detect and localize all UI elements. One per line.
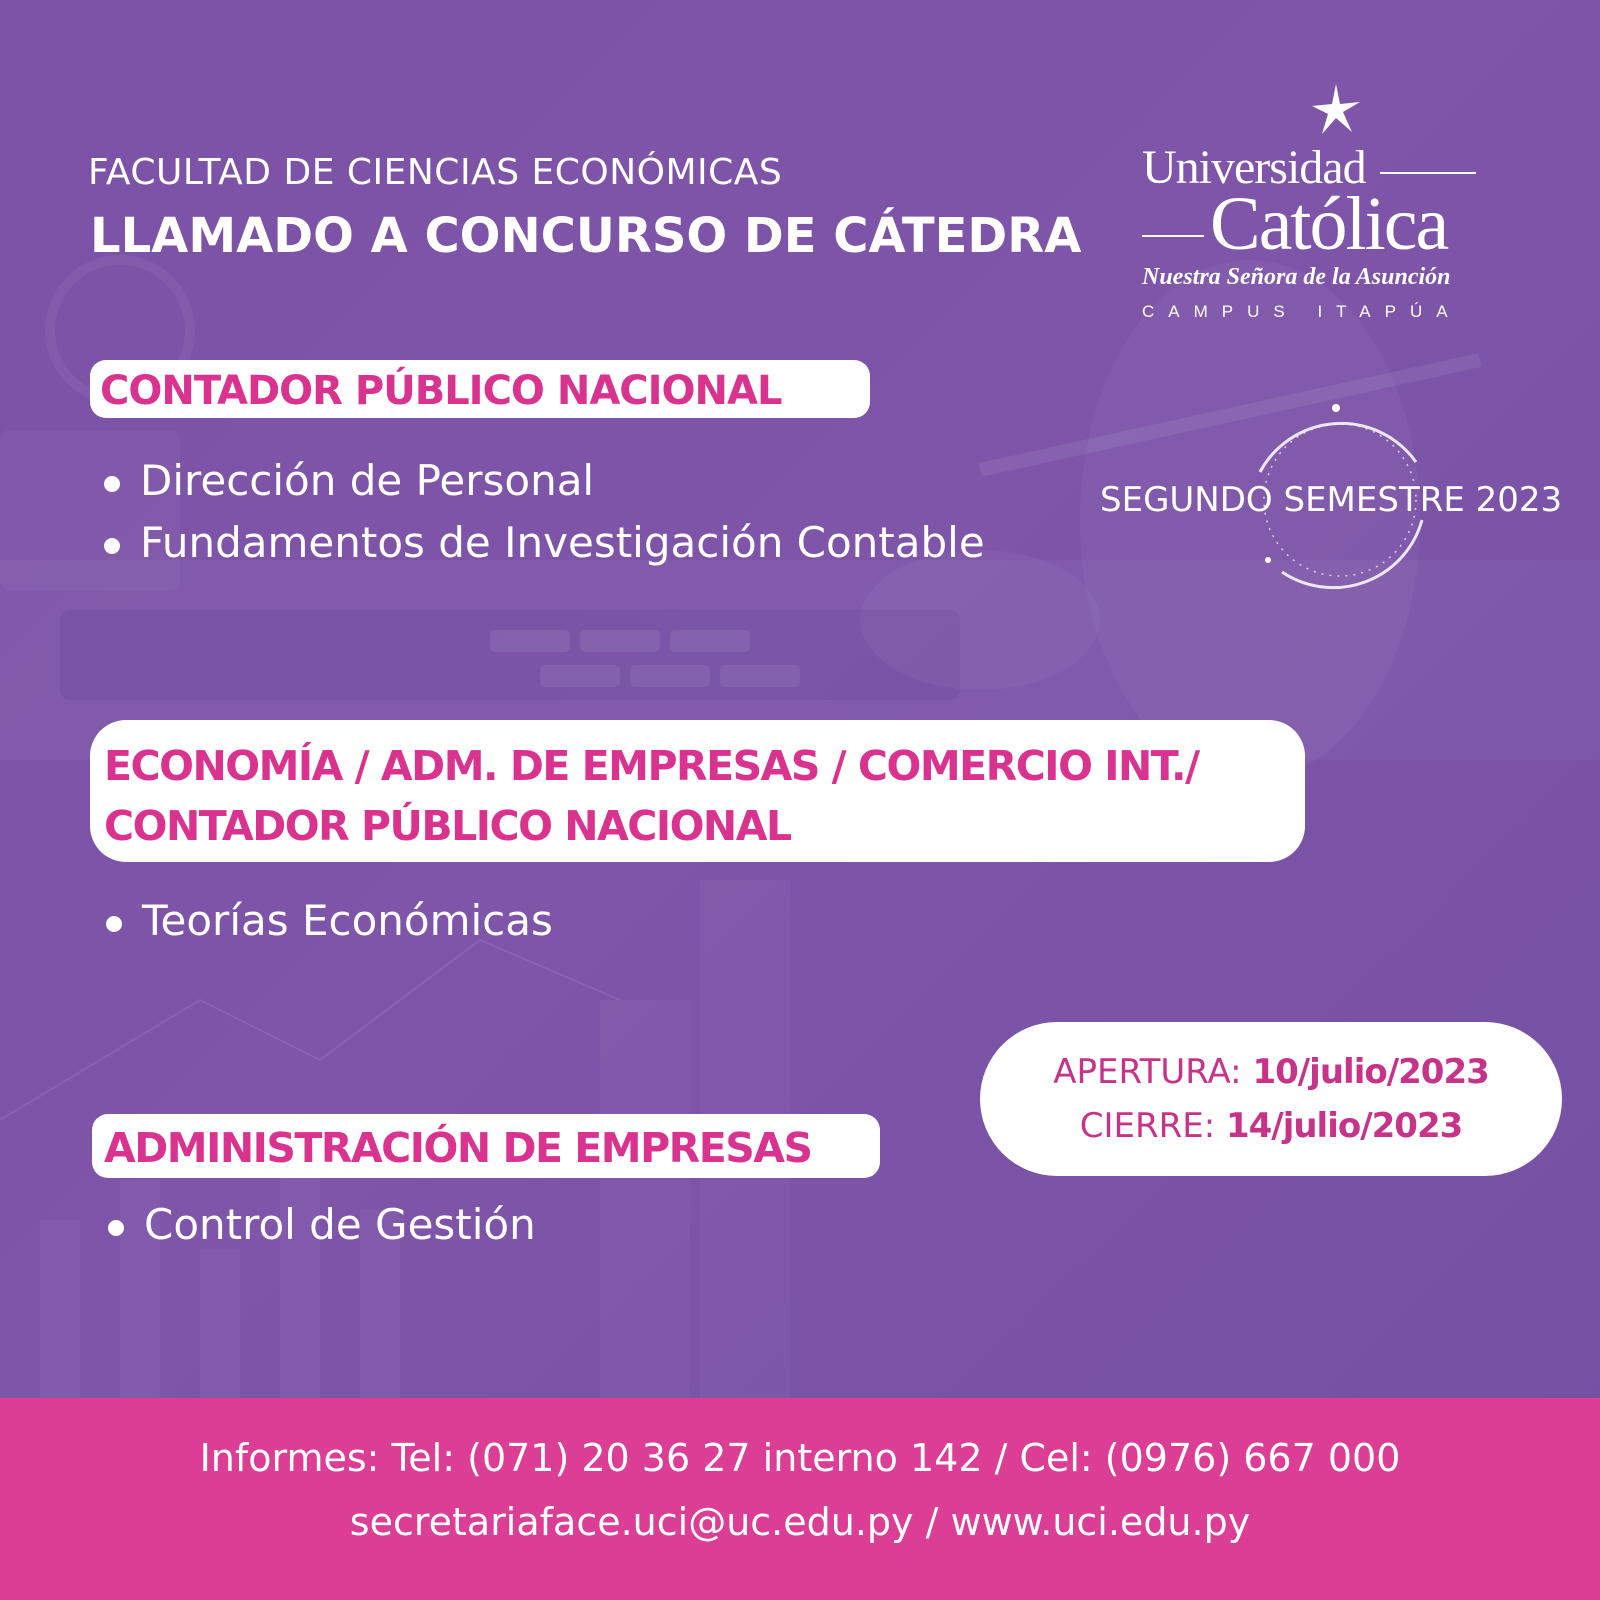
section-heading-contador	[90, 360, 870, 418]
list-item	[104, 516, 985, 578]
closing-value: 14/julio/2023	[1225, 1106, 1463, 1146]
logo-text-catolica: Católica	[1210, 182, 1448, 266]
semester-label: SEGUNDO SEMESTRE 2023	[1100, 480, 1563, 520]
section-heading-economia	[90, 720, 1305, 862]
list-item	[106, 894, 553, 948]
closing-date	[980, 1106, 1562, 1146]
course-list-economia	[106, 894, 553, 948]
closing-label: CIERRE:	[1079, 1106, 1216, 1146]
section-heading-text: ECONOMÍA / ADM. DE EMPRESAS / COMERCIO INT./	[104, 742, 1199, 790]
faculty-name: FACULTAD DE CIENCIAS ECONÓMICAS	[88, 152, 783, 193]
section-heading-text: CONTADOR PÚBLICO NACIONAL	[104, 802, 791, 850]
opening-value: 10/julio/2023	[1252, 1052, 1489, 1092]
bullet-icon	[106, 916, 122, 932]
list-item	[104, 454, 985, 516]
course-name: Dirección de Personal	[140, 456, 595, 505]
section-heading-text: ADMINISTRACIÓN DE EMPRESAS	[104, 1124, 812, 1172]
course-list-administracion	[108, 1198, 536, 1252]
bullet-icon	[104, 538, 120, 554]
logo-text-universidad: Universidad	[1142, 141, 1366, 194]
list-item	[108, 1198, 536, 1252]
university-logo	[1140, 82, 1510, 332]
section-heading-text: CONTADOR PÚBLICO NACIONAL	[100, 368, 782, 414]
section-heading-administracion	[92, 1114, 880, 1178]
contact-phones: Informes: Tel: (071) 20 36 27 interno 142 / Cel: (0976) 667 000	[199, 1436, 1401, 1480]
logo-text-subtitle: Nuestra Señora de la Asunción	[1142, 264, 1451, 290]
course-list-contador	[104, 454, 985, 578]
footer-contact	[0, 1398, 1600, 1600]
logo-text-campus: CAMPUS ITAPÚA	[1142, 302, 1462, 321]
page-title: LLAMADO A CONCURSO DE CÁTEDRA	[90, 208, 1082, 264]
course-name: Fundamentos de Investigación Contable	[140, 518, 985, 567]
logo-rule	[1380, 172, 1476, 174]
star-icon	[1308, 82, 1364, 138]
logo-rule	[1142, 235, 1204, 237]
course-name: Control de Gestión	[144, 1200, 536, 1249]
opening-date	[980, 1052, 1562, 1092]
course-name: Teorías Económicas	[142, 896, 553, 945]
bullet-icon	[108, 1220, 124, 1236]
opening-label: APERTURA:	[1053, 1052, 1242, 1092]
dates-box	[980, 1022, 1562, 1176]
contact-email-web: secretariaface.uci@uc.edu.py / www.uci.edu.py	[349, 1500, 1251, 1544]
bullet-icon	[104, 476, 120, 492]
